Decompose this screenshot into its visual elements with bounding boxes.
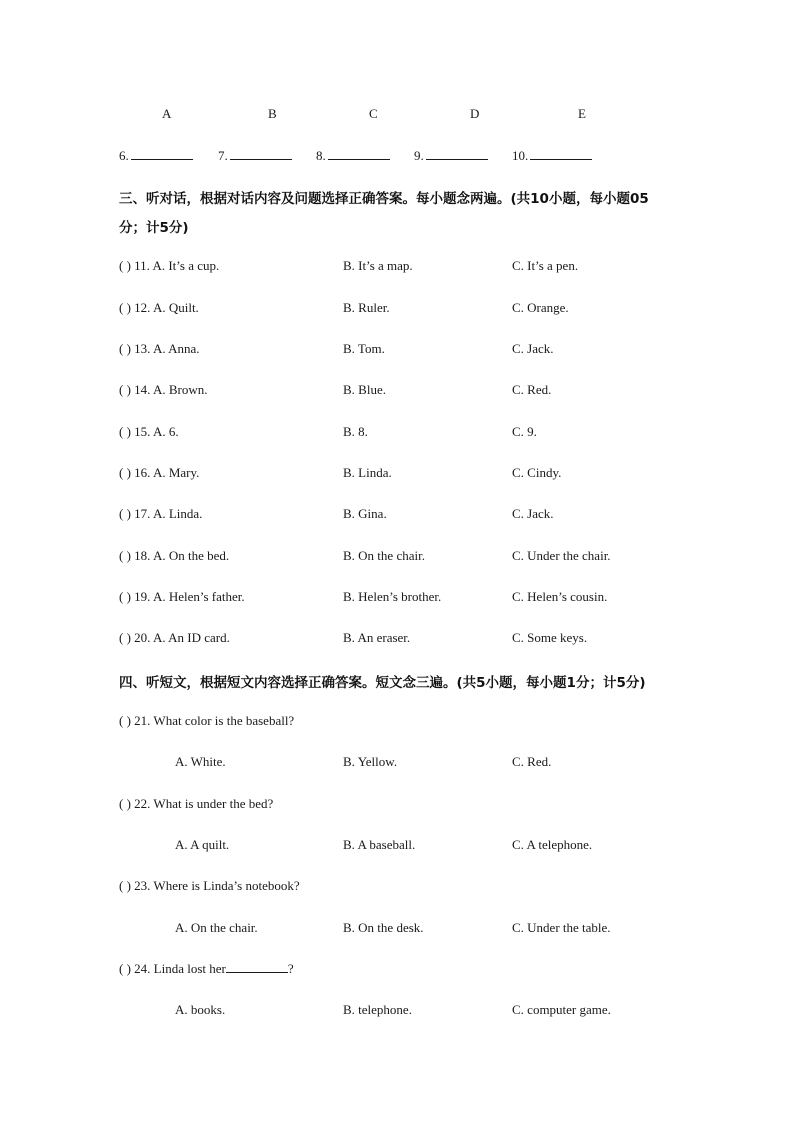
question-17-stem: ( ) 17. A. Linda. xyxy=(119,506,203,521)
picture-label-e: E xyxy=(578,106,586,121)
question-12-option-c[interactable]: C. Orange. xyxy=(512,300,569,315)
question-24-option-a[interactable]: A. books. xyxy=(175,1002,226,1017)
question-14-stem: ( ) 14. A. Brown. xyxy=(119,382,208,397)
question-19-option-c[interactable]: C. Helen’s cousin. xyxy=(512,589,608,604)
answer-blank-8[interactable] xyxy=(316,148,390,164)
question-23-stem: ( ) 23. Where is Linda’s notebook? xyxy=(119,878,300,893)
question-24-option-b[interactable]: B. telephone. xyxy=(343,1002,412,1017)
question-11-option-c[interactable]: C. It’s a pen. xyxy=(512,258,579,273)
question-22-option-a[interactable]: A. A quilt. xyxy=(175,837,230,852)
blank-number: 6. xyxy=(119,148,129,163)
question-12-option-b[interactable]: B. Ruler. xyxy=(343,300,390,315)
question-20-option-b[interactable]: B. An eraser. xyxy=(343,630,411,645)
question-13-stem: ( ) 13. A. Anna. xyxy=(119,341,200,356)
blank-number: 7. xyxy=(218,148,228,163)
question-22-stem: ( ) 22. What is under the bed? xyxy=(119,796,274,811)
section-3-heading: 三、听对话，根据对话内容及问题选择正确答案。每小题念两遍。(共10小题，每小题05 xyxy=(119,191,649,207)
question-13-option-b[interactable]: B. Tom. xyxy=(343,341,385,356)
question-22-option-c[interactable]: C. A telephone. xyxy=(512,837,593,852)
question-20-stem: ( ) 20. A. An ID card. xyxy=(119,630,230,645)
question-24-option-c[interactable]: C. computer game. xyxy=(512,1002,611,1017)
picture-label-c: C xyxy=(369,106,378,121)
question-24-blank[interactable] xyxy=(226,961,288,973)
question-23-option-b[interactable]: B. On the desk. xyxy=(343,920,424,935)
question-16-option-c[interactable]: C. Cindy. xyxy=(512,465,562,480)
blank-number: 8. xyxy=(316,148,326,163)
blank-number: 9. xyxy=(414,148,424,163)
answer-blank-9[interactable] xyxy=(414,148,488,164)
picture-label-d: D xyxy=(470,106,480,121)
question-22-option-b[interactable]: B. A baseball. xyxy=(343,837,416,852)
question-18-stem: ( ) 18. A. On the bed. xyxy=(119,548,230,563)
answer-blank-6[interactable] xyxy=(119,148,193,164)
question-15-stem: ( ) 15. A. 6. xyxy=(119,424,179,439)
question-18-option-b[interactable]: B. On the chair. xyxy=(343,548,425,563)
picture-label-b: B xyxy=(268,106,277,121)
question-14-option-c[interactable]: C. Red. xyxy=(512,382,552,397)
question-21-option-a[interactable]: A. White. xyxy=(175,754,226,769)
question-21-option-b[interactable]: B. Yellow. xyxy=(343,754,398,769)
question-23-option-a[interactable]: A. On the chair. xyxy=(175,920,258,935)
answer-blank-10[interactable] xyxy=(512,148,592,164)
section-3-heading-cont: 分；计5分) xyxy=(119,220,189,236)
question-13-option-c[interactable]: C. Jack. xyxy=(512,341,554,356)
blank-number: 10. xyxy=(512,148,529,163)
question-11-option-b[interactable]: B. It’s a map. xyxy=(343,258,413,273)
question-21-option-c[interactable]: C. Red. xyxy=(512,754,552,769)
question-18-option-c[interactable]: C. Under the chair. xyxy=(512,548,611,563)
question-15-option-b[interactable]: B. 8. xyxy=(343,424,368,439)
question-19-option-b[interactable]: B. Helen’s brother. xyxy=(343,589,442,604)
question-24-stem-end: ? xyxy=(287,961,294,976)
question-17-option-c[interactable]: C. Jack. xyxy=(512,506,554,521)
question-23-option-c[interactable]: C. Under the table. xyxy=(512,920,611,935)
question-14-option-b[interactable]: B. Blue. xyxy=(343,382,386,397)
question-16-option-b[interactable]: B. Linda. xyxy=(343,465,392,480)
question-17-option-b[interactable]: B. Gina. xyxy=(343,506,387,521)
question-19-stem: ( ) 19. A. Helen’s father. xyxy=(119,589,245,604)
question-20-option-c[interactable]: C. Some keys. xyxy=(512,630,588,645)
question-21-stem: ( ) 21. What color is the baseball? xyxy=(119,713,295,728)
question-24-stem: ( ) 24. Linda lost her xyxy=(119,961,226,976)
answer-blank-7[interactable] xyxy=(218,148,292,164)
question-12-stem: ( ) 12. A. Quilt. xyxy=(119,300,199,315)
question-16-stem: ( ) 16. A. Mary. xyxy=(119,465,200,480)
picture-label-a: A xyxy=(162,106,172,121)
question-24-stem-line xyxy=(119,961,294,977)
question-15-option-c[interactable]: C. 9. xyxy=(512,424,537,439)
question-11-stem: ( ) 11. A. It’s a cup. xyxy=(119,258,220,273)
section-4-heading: 四、听短文，根据短文内容选择正确答案。短文念三遍。(共5小题，每小题1分；计5分) xyxy=(119,675,646,691)
